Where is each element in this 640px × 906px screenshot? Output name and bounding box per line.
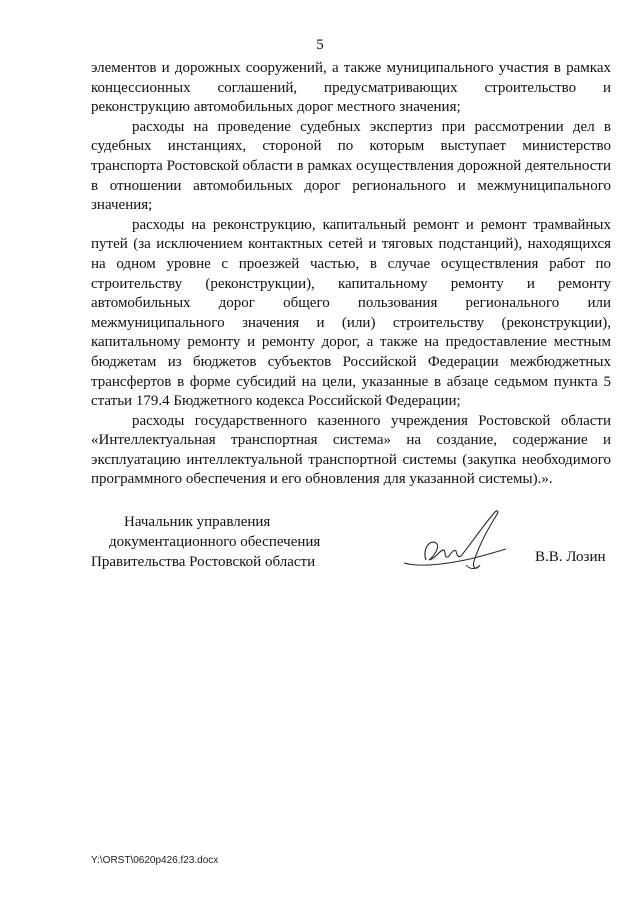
paragraph-tramway-expenses: расходы на реконструкцию, капитальный ремонт и ремонт трамвайных путей (за исключением контактных сетей и тяговых подстанций), находящихся на одном уровне с проезжей частью, в случае осуществления работ по строительству (реконструкции), капитальному ремонту и ремонту автомобильных дорог общего пользования регионального или межмуниципального значения и (или) строительству (реконструкции), капитальному ремонту и ремонту дорог, а также на предоставление местным бюджетам из бюджетов субъектов Российской Федерации межбюджетных трансфертов в форме субсидий на цели, указанные в абзаце седьмом пункта 5 статьи 179.4 Бюджетного кодекса Российской Федерации; [91,216,611,410]
paragraph-its-expenses: расходы государственного казенного учреждения Ростовской области «Интеллектуальная транспортная система» на создание, содержание и эксплуатацию интеллектуальной транспортной системы (закупка необходимого программного обеспечения и его обновления для указанной системы).». [91,412,611,488]
paragraph-continuation: элементов и дорожных сооружений, а также муниципального участия в рамках концессионных соглашений, предусматривающих строительство и реконструкцию автомобильных дорог местного значения; [91,60,611,116]
signatory-name: В.В. Лозин [535,549,606,565]
signatory-position [91,512,321,572]
position-line-3: Правительства Ростовской области [91,554,316,570]
document-body [91,59,611,490]
handwritten-signature [400,505,510,580]
file-path: Y:\ORST\0620p426.f23.docx [91,855,219,866]
position-line-2: документационного обеспечения [109,534,321,550]
page-number: 5 [316,37,324,53]
paragraph-forensic-expenses: расходы на проведение судебных экспертиз при рассмотрении дел в судебных инстанциях, стороной по которым выступает министерство транспорта Ростовской области в рамках осуществления дорожной деятельности в отношении автомобильных дорог регионального и межмуниципального значения; [91,118,611,214]
position-line-1: Начальник управления [124,514,271,530]
